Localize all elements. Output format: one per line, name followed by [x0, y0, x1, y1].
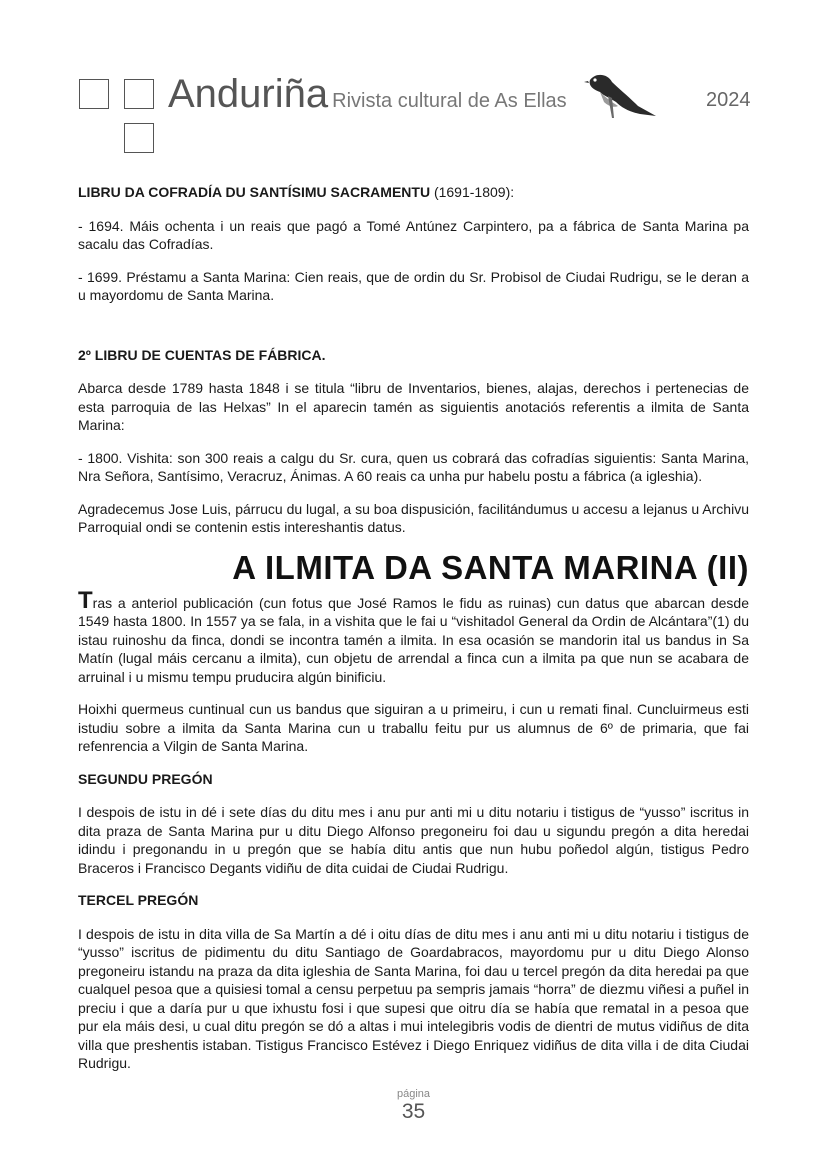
page-number: 35	[401, 1100, 426, 1123]
page-label: página	[396, 1088, 431, 1100]
swallow-bird-icon	[578, 66, 658, 136]
paragraph: - 1800. Vishita: son 300 reais a calgu du Sr. cura, quen us cobrará das cofradías siguientis: Santa Marina, Nra Señora, Santísimo, Veracruz, Ánimas. A 60 reais ca unha pur habelu postu a fábrica (a igleshia).	[78, 449, 749, 484]
article-intro: Tras a anteriol publicación (cun fotus que José Ramos le fidu as ruinas) cun datus que abarcan desde 1549 hasta 1800. In 1557 ya se fala, in a vishita que le fai u “vishitadol General da Ordin de Alcántara”(1) du istau ruinoshu da finca, dondi se incontra tamén a ilmita. In esa ocasión se mandorin ital us bandus in Sa Matín (lugal máis cercanu a ilmita), cun objetu de arrendal a finca cun a ilmita pa que nun se acabara de arruinal i u mismu tempu pruducira algún binificiu.	[78, 586, 749, 685]
decor-square-3	[124, 123, 154, 153]
paragraph: I despois de istu in dé i sete días du ditu mes i anu pur anti mi u ditu notariu i tistigus de “yusso” iscritus in dita praza de Santa Marina pur u ditu Diego Alfonso pregoneiru foi dau u sigundu pregón a dita heredai idindu i pregonandu in u pregón que se había ditu antis que nun hubu poñedol algún, tistigus Pedro Braceros i Francisco Degants vidiñu de dita cuidai de Ciudai Rudrigu.	[78, 804, 749, 876]
article-title: A ILMITA DA SANTA MARINA (II)	[232, 548, 749, 586]
paragraph: Hoixhi quermeus cuntinual cun us bandus que siguiran a u primeiru, i cun u remati final. Cuncluirmeus esti istudiu sobre a ilmita da Santa Marina cun u traballu feitu pur us alumnus de 6º de primaria, que fai refenrencia a Vilgin de Santa Marina.	[78, 701, 749, 754]
subheading-segundu: SEGUNDU PREGÓN	[78, 770, 213, 787]
subheading-tercel: TERCEL PREGÓN	[78, 892, 199, 908]
decor-square-2	[124, 79, 154, 109]
page-content	[78, 183, 749, 1087]
paragraph: Abarca desde 1789 hasta 1848 i se titula “libru de Inventarios, bienes, alajas, derechos i pertenecias de esta parroquia de las Helxas” In el aparecin tamén as siguientis anotaciós referentis a ilmita de Santa Marina:	[78, 380, 749, 433]
issue-year: 2024	[706, 89, 751, 111]
paragraph: I despois de istu in dita villa de Sa Martín a dé i oitu días de ditu mes i anu anti mi u ditu notariu i tistigus de “yusso” iscritus de pidimentu du ditu Santiago de Goardabracos, mayordomu pur u ditu Diego Alonso pregoneiru istandu na praza da dita igleshia de Santa Marina, foi dau u tercel pregón da dita heredai pa que cualquel pesoa que a quisiesi tomal a censu perpetuu pa sempris jamais “horra” de diezmu viñesi a puñel in preciu i que a daría pur u que ixhustu fosi i que supesi que oitru día se había que rematal in a pesoa que pur ela máis desi, u cual ditu pregón se dó a altas i mui intelegibris vodis de dientri de mutus vidiñus de dita villa que preshentis istaban. Tistigus Francisco Estévez i Diego Enriquez vidiñus de dita villa i de dita Ciudai Rudrigu.	[78, 925, 749, 1071]
magazine-tagline: Rivista cultural de As Ellas	[332, 90, 567, 112]
decor-square-1	[79, 79, 109, 109]
paragraph: - 1694. Máis ochenta i un reais que pagó a Tomé Antúnez Carpintero, pa a fábrica de Santa Marina pa sacalu das Cofradías.	[78, 217, 749, 252]
magazine-name: Anduriña	[168, 72, 329, 116]
paragraph: - 1699. Préstamu a Santa Marina: Cien reais, que de ordin du Sr. Probisol de Ciudai Rudrigu, se le deran a u mayordomu de Santa Marina.	[78, 268, 749, 303]
masthead	[168, 72, 567, 117]
drop-cap: T	[78, 586, 93, 614]
paragraph: Agradecemus Jose Luis, párrucu du lugal, a su boa dispusición, facilitándumus u accesu a lejanus u Archivu Parroquial ondi se contenin estis intereshantis datus.	[78, 500, 749, 535]
section-heading-libro2: 2º LIBRU DE CUENTAS DE FÁBRICA.	[78, 346, 326, 363]
section-heading-cofradia: LIBRU DA COFRADÍA DU SANTÍSIMU SACRAMENTU (1691-1809):	[78, 184, 515, 200]
